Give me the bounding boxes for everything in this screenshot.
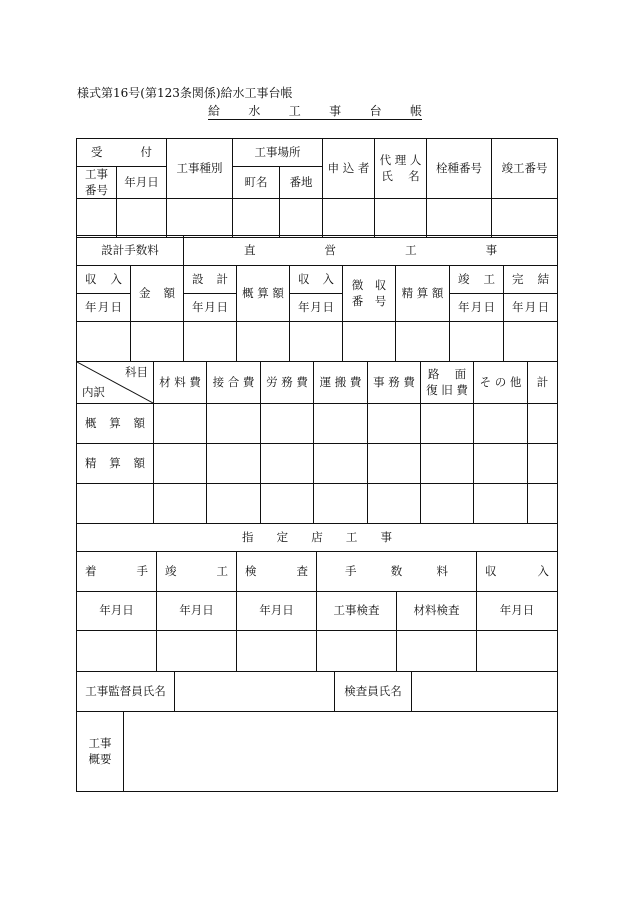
inspection-char: 検 xyxy=(245,563,257,578)
cell-estimate-amount[interactable] xyxy=(237,322,290,362)
receipt-char: 入 xyxy=(537,563,549,578)
completion-header xyxy=(157,552,237,592)
town-name-header: 町名 xyxy=(233,167,280,199)
reception-char: 付 xyxy=(140,144,152,159)
work-number-header: 工事 番号 xyxy=(77,167,117,199)
cell-work-overview[interactable] xyxy=(124,712,558,792)
row-label-char: 額 xyxy=(133,455,145,470)
cell-blank[interactable] xyxy=(528,484,558,524)
completion-char: 工 xyxy=(483,271,495,286)
receipt-header-2 xyxy=(290,266,343,294)
cell-inspection-date[interactable] xyxy=(237,631,317,672)
contractor-work-table xyxy=(76,523,558,672)
cell-blank[interactable] xyxy=(474,484,528,524)
contractor-work-char: 事 xyxy=(380,529,392,544)
cell-blank[interactable] xyxy=(154,484,207,524)
cell-settlement-joint[interactable] xyxy=(207,444,261,484)
start-char: 着 xyxy=(85,563,97,578)
completion-char: 竣 xyxy=(165,563,177,578)
closing-date-header xyxy=(504,294,558,322)
overview-table xyxy=(76,711,558,792)
start-header xyxy=(77,552,157,592)
receipt-char: 入 xyxy=(110,271,122,286)
cell-estimate-road[interactable] xyxy=(421,404,474,444)
amount-header xyxy=(131,266,184,322)
item-label: 科目 xyxy=(125,365,148,379)
cell-estimate-total[interactable] xyxy=(528,404,558,444)
closing-header xyxy=(504,266,558,294)
cell-town-name[interactable] xyxy=(233,199,280,238)
direct-work-char: 直 xyxy=(244,242,256,257)
closing-char: 結 xyxy=(537,271,550,286)
receipt-char: 収 xyxy=(485,563,497,578)
design-fee-header: 設計手数料 xyxy=(77,236,184,266)
date-header: 年月日 xyxy=(117,167,167,199)
settlement-row-label xyxy=(77,444,154,484)
date-char: 月 xyxy=(310,299,322,314)
receipt-header xyxy=(77,266,131,294)
road-restoration-cost-header: 路 面 復 旧 費 xyxy=(421,362,474,404)
fee-char: 手 xyxy=(345,563,357,578)
date-char: 日 xyxy=(483,299,495,314)
date-char: 月 xyxy=(97,299,110,314)
receipt-date-header-2 xyxy=(290,294,343,322)
design-char: 計 xyxy=(216,271,228,286)
design-header xyxy=(184,266,237,294)
title-char: 工 xyxy=(288,104,301,118)
cell-settlement-amount[interactable] xyxy=(396,322,450,362)
settlement-amount-header: 精 算 額 xyxy=(396,266,450,322)
completion-char: 竣 xyxy=(458,271,470,286)
direct-work-table xyxy=(76,235,558,362)
cell-completion-date[interactable] xyxy=(157,631,237,672)
completion-date-header xyxy=(450,294,504,322)
date-char: 日 xyxy=(216,299,228,314)
work-inspection-header: 工事検査 xyxy=(317,592,397,631)
closing-char: 完 xyxy=(512,271,524,286)
cell-blank[interactable] xyxy=(368,484,421,524)
cell-settlement-total[interactable] xyxy=(528,444,558,484)
amount-char: 金 xyxy=(139,285,151,300)
receipt-date-header: 年月日 xyxy=(477,592,558,631)
date-char: 年 xyxy=(298,299,310,314)
cell-receipt-date[interactable] xyxy=(77,322,131,362)
reception-char: 受 xyxy=(91,144,103,159)
cell-settlement-office[interactable] xyxy=(368,444,421,484)
date-char: 年 xyxy=(458,299,470,314)
completion-header xyxy=(450,266,504,294)
cell-supervisor-name[interactable] xyxy=(175,672,335,712)
completion-date-header: 年月日 xyxy=(157,592,237,631)
title-char: 水 xyxy=(248,104,261,118)
cell-blank[interactable] xyxy=(314,484,368,524)
date-char: 日 xyxy=(537,299,550,314)
date-char: 年 xyxy=(512,299,524,314)
estimate-amount-header: 概 算 額 xyxy=(237,266,290,322)
lot-number-header: 番地 xyxy=(280,167,323,199)
receipt-char: 入 xyxy=(322,271,334,286)
start-date-header: 年月日 xyxy=(77,592,157,631)
direct-work-header xyxy=(184,236,558,266)
inspection-char: 査 xyxy=(296,563,308,578)
cell-blank-label[interactable] xyxy=(77,484,154,524)
title-char: 給 xyxy=(208,104,221,118)
amount-char: 額 xyxy=(163,285,175,300)
cell-blank[interactable] xyxy=(207,484,261,524)
transport-cost-header: 運 搬 費 xyxy=(314,362,368,404)
cell-settlement-road[interactable] xyxy=(421,444,474,484)
cell-settlement-labor[interactable] xyxy=(261,444,314,484)
completion-char: 工 xyxy=(216,563,228,578)
cell-estimate-transport[interactable] xyxy=(314,404,368,444)
applicant-header: 申 込 者 xyxy=(323,139,375,199)
cell-material-inspection[interactable] xyxy=(397,631,477,672)
completion-number-header: 竣工番号 xyxy=(492,139,558,199)
inspection-header xyxy=(237,552,317,592)
material-inspection-header: 材料検査 xyxy=(397,592,477,631)
cell-completion-date[interactable] xyxy=(450,322,504,362)
design-date-header xyxy=(184,294,237,322)
supervisor-name-label: 工事監督員氏名 xyxy=(77,672,175,712)
document-title xyxy=(208,102,422,120)
cell-estimate-joint[interactable] xyxy=(207,404,261,444)
supervisor-table xyxy=(76,671,558,712)
reception-table xyxy=(76,138,558,238)
contractor-work-char: 指 xyxy=(242,529,254,544)
material-cost-header: 材 料 費 xyxy=(154,362,207,404)
cell-design-date[interactable] xyxy=(184,322,237,362)
date-char: 月 xyxy=(204,299,216,314)
cell-inspector-name[interactable] xyxy=(412,672,558,712)
cell-work-number[interactable] xyxy=(77,199,117,238)
reception-header xyxy=(77,139,167,167)
form-label: 様式第16号(第123条関係)給水工事台帳 xyxy=(77,86,293,100)
title-char: 帳 xyxy=(409,104,422,118)
cell-settlement-other[interactable] xyxy=(474,444,528,484)
total-header: 計 xyxy=(528,362,558,404)
work-overview-label: 工事 概要 xyxy=(77,712,124,792)
breakdown-label: 内訳 xyxy=(82,385,105,400)
cell-work-inspection[interactable] xyxy=(317,631,397,672)
inspector-name-label: 検査員氏名 xyxy=(335,672,412,712)
agent-name-header: 代 理 人 氏 名 xyxy=(375,139,427,199)
work-type-header: 工事種別 xyxy=(167,139,233,199)
contractor-work-char: 工 xyxy=(345,529,358,544)
date-char: 月 xyxy=(524,299,537,314)
cell-lot-number[interactable] xyxy=(280,199,323,238)
row-label-char: 概 xyxy=(85,415,97,430)
cell-settlement-transport[interactable] xyxy=(314,444,368,484)
start-char: 手 xyxy=(136,563,148,578)
receipt-char: 収 xyxy=(85,271,97,286)
fee-header xyxy=(317,552,477,592)
fee-char: 料 xyxy=(436,563,448,578)
cell-start-date[interactable] xyxy=(77,631,157,672)
fee-char: 数 xyxy=(390,563,403,578)
date-char: 年 xyxy=(85,299,97,314)
cell-work-type[interactable] xyxy=(167,199,233,238)
other-cost-header: そ の 他 xyxy=(474,362,528,404)
cell-estimate-office[interactable] xyxy=(368,404,421,444)
office-cost-header: 事 務 費 xyxy=(368,362,421,404)
date-char: 日 xyxy=(322,299,334,314)
inspection-date-header: 年月日 xyxy=(237,592,317,631)
direct-work-char: 営 xyxy=(324,242,337,257)
receipt-date-header xyxy=(77,294,131,322)
cell-completion-number[interactable] xyxy=(492,199,558,238)
cost-breakdown-table xyxy=(76,361,558,524)
item-breakdown-header xyxy=(77,362,154,404)
direct-work-char: 事 xyxy=(485,242,498,257)
cell-estimate-other[interactable] xyxy=(474,404,528,444)
date-char: 月 xyxy=(470,299,483,314)
cell-applicant[interactable] xyxy=(323,199,375,238)
cell-receipt-date-2[interactable] xyxy=(290,322,343,362)
cell-amount[interactable] xyxy=(131,322,184,362)
cell-faucet-type-number[interactable] xyxy=(427,199,492,238)
joint-cost-header: 接 合 費 xyxy=(207,362,261,404)
cell-collection-number[interactable] xyxy=(343,322,396,362)
row-label-char: 算 xyxy=(109,455,121,470)
cell-blank[interactable] xyxy=(261,484,314,524)
estimate-row-label xyxy=(77,404,154,444)
contractor-work-header xyxy=(77,524,558,552)
cell-settlement-material[interactable] xyxy=(154,444,207,484)
design-char: 設 xyxy=(192,271,204,286)
labor-cost-header: 労 務 費 xyxy=(261,362,314,404)
cell-closing-date[interactable] xyxy=(504,322,558,362)
work-location-header: 工事場所 xyxy=(233,139,323,167)
row-label-char: 精 xyxy=(85,455,97,470)
faucet-type-number-header: 栓種番号 xyxy=(427,139,492,199)
receipt-char: 収 xyxy=(298,271,310,286)
date-char: 年 xyxy=(192,299,204,314)
cell-agent-name[interactable] xyxy=(375,199,427,238)
contractor-work-char: 店 xyxy=(311,529,323,544)
row-label-char: 算 xyxy=(109,415,121,430)
receipt-header xyxy=(477,552,558,592)
title-char: 台 xyxy=(369,104,382,118)
title-char: 事 xyxy=(329,104,342,118)
collection-number-header: 徴 収 番 号 xyxy=(343,266,396,322)
date-char: 日 xyxy=(110,299,122,314)
cell-estimate-labor[interactable] xyxy=(261,404,314,444)
cell-date[interactable] xyxy=(117,199,167,238)
direct-work-char: 工 xyxy=(405,242,417,257)
cell-receipt-date[interactable] xyxy=(477,631,558,672)
contractor-work-char: 定 xyxy=(276,529,289,544)
cell-blank[interactable] xyxy=(421,484,474,524)
row-label-char: 額 xyxy=(133,415,145,430)
cell-estimate-material[interactable] xyxy=(154,404,207,444)
